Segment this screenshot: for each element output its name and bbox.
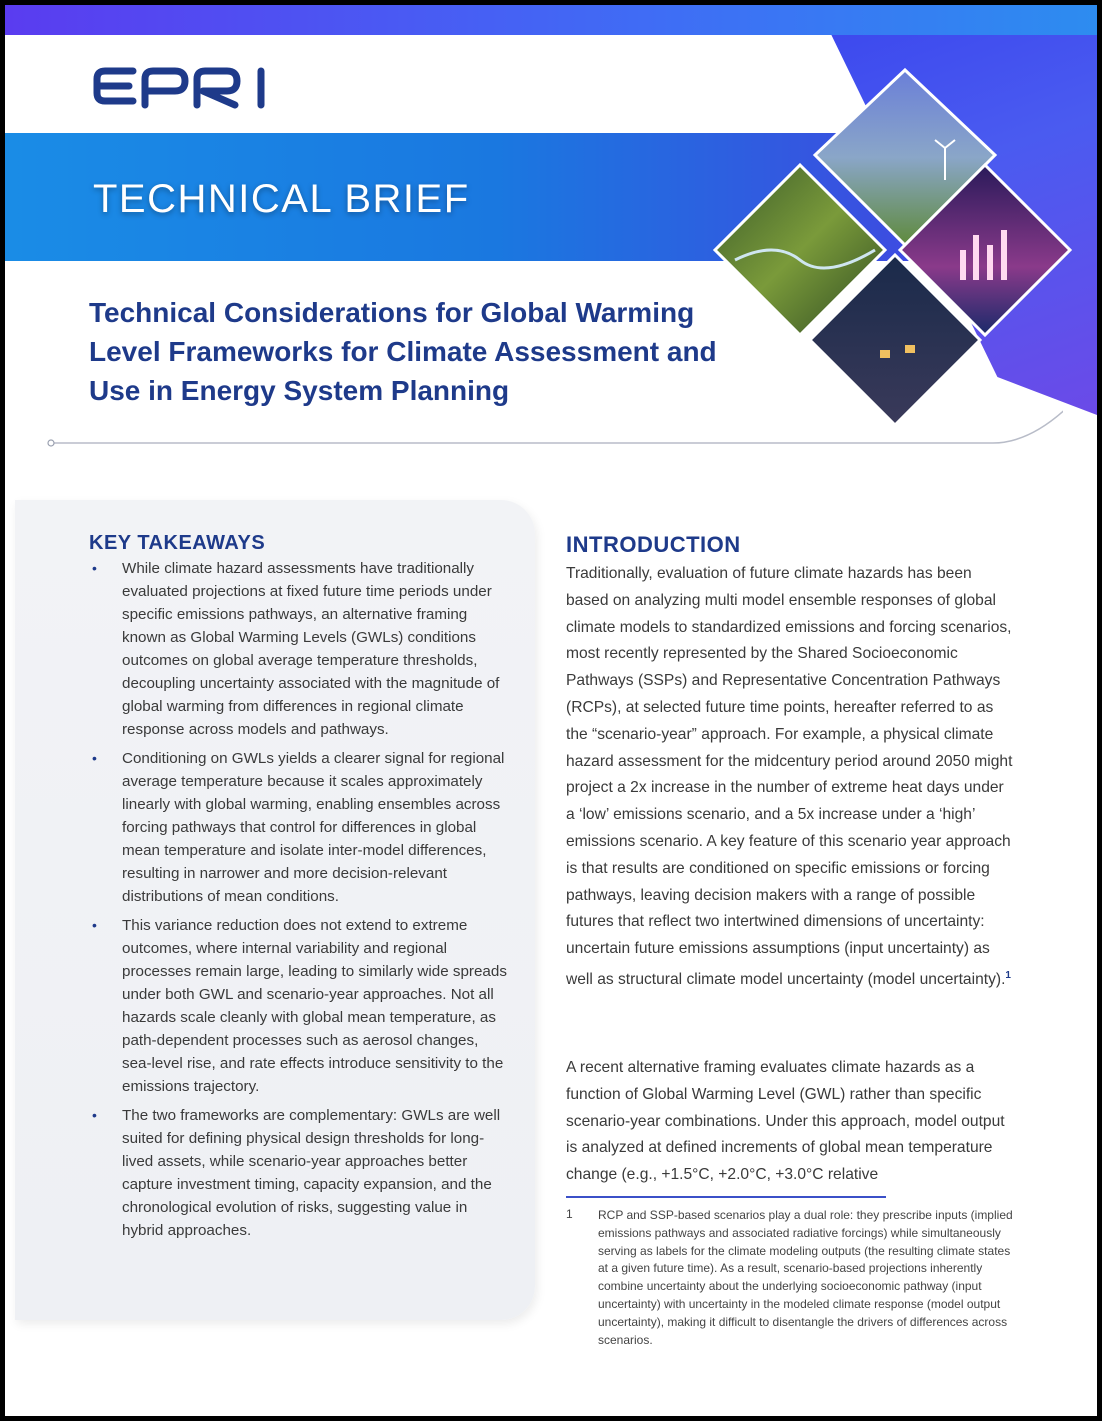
technical-brief-label: TECHNICAL BRIEF [93, 177, 470, 221]
list-item [89, 557, 509, 741]
bullet-icon: • [92, 917, 97, 933]
footnote-number: 1 [566, 1207, 573, 1221]
introduction-heading: INTRODUCTION [566, 532, 741, 557]
introduction-paragraph-2: A recent alternative framing evaluates climate hazards as a function of Global Warming Level (GWL) rather than specific scenario-year combinations. Under this approach, model output is analyzed at defined increments of global mean temperature change (e.g., +1.5°C, +2.0°C, +3.0°C relative [566, 1059, 1005, 1184]
footnote-ref[interactable]: 1 [1005, 969, 1011, 981]
takeaway-text: While climate hazard assessments have traditionally evaluated projections at fixed future time periods under specific emissions pathways, an alternative framing known as Global Warming Levels (GWLs) conditions outcomes on global average temperature thresholds, decoupling uncertainty associated with the magnitude of global warming from differences in regional climate response across models and pathways. [122, 560, 500, 738]
key-takeaways-list [89, 557, 509, 1248]
bullet-icon: • [92, 1107, 97, 1123]
footnote-divider [566, 1196, 886, 1198]
bullet-icon: • [92, 750, 97, 766]
list-item [89, 1104, 509, 1242]
list-item [89, 914, 509, 1098]
title-underline-rule [43, 305, 1063, 465]
introduction-paragraph-1 [566, 561, 1014, 994]
footnote-text: RCP and SSP-based scenarios play a dual role: they prescribe inputs (implied emissions pathways and associated radiative forcings) while simultaneously serving as labels for the climate modeling outputs (the resulting climate states at a given future time). As a result, scenario-based projections inherently combine uncertainty about the underlying socioeconomic pathway (input uncertainty) with uncertainty in the modeled climate response (model output uncertainty), making it difficult to disentangle the drivers of differences across scenarios. [598, 1208, 1013, 1347]
takeaway-text: The two frameworks are complementary: GWLs are well suited for defining physical design thresholds for long-lived assets, while scenario-year approaches better capture investment timing, capacity expansion, and the chronological evolution of risks, suggesting value in hybrid approaches. [122, 1107, 501, 1239]
epri-logo [89, 63, 289, 114]
takeaway-text: Conditioning on GWLs yields a clearer signal for regional average temperature because it scales approximately linearly with global warming, enabling ensembles across forcing pathways that control for differences in global mean temperature and isolate inter-model differences, resulting in narrower and more decision-relevant distributions of mean conditions. [122, 750, 505, 905]
takeaway-text: This variance reduction does not extend to extreme outcomes, where internal variability and regional processes remain large, leading to similarly wide spreads under both GWL and scenario-year approaches. Not all hazards scale cleanly with global mean temperature, as path-dependent processes such as aerosol changes, sea-level rise, and rate effects introduce sensitivity to the emissions trajectory. [122, 917, 507, 1095]
key-takeaways-heading: KEY TAKEAWAYS [89, 532, 266, 554]
document-title: Technical Considerations for Global Warming Level Frameworks for Climate Assessment and Use in Energy System Planning [89, 297, 717, 406]
top-gradient-strip [5, 5, 1097, 35]
list-item [89, 747, 509, 908]
bullet-icon: • [92, 560, 97, 576]
paragraph-text: Traditionally, evaluation of future climate hazards has been based on analyzing multi model ensemble responses of global climate models to standardized emissions and forcing scenarios, most recently represented by the Shared Socioeconomic Pathways (SSPs) and Representative Concentration Pathways (RCPs), at selected future time points, hereafter referred to as the “scenario-year” approach. For example, a physical climate hazard assessment for the midcentury period around 2050 might project a 2x increase in the number of extreme heat days under a ‘low’ emissions scenario, and a 5x increase under a ‘high’ emissions scenario. A key feature of this scenario year approach is that results are conditioned on specific emissions or forcing pathways, leaving decision makers with a range of possible futures that reflect two intertwined dimensions of uncertainty: uncertain future emissions assumptions (input uncertainty) as well as structural climate model uncertainty (model uncertainty). [566, 565, 1013, 989]
